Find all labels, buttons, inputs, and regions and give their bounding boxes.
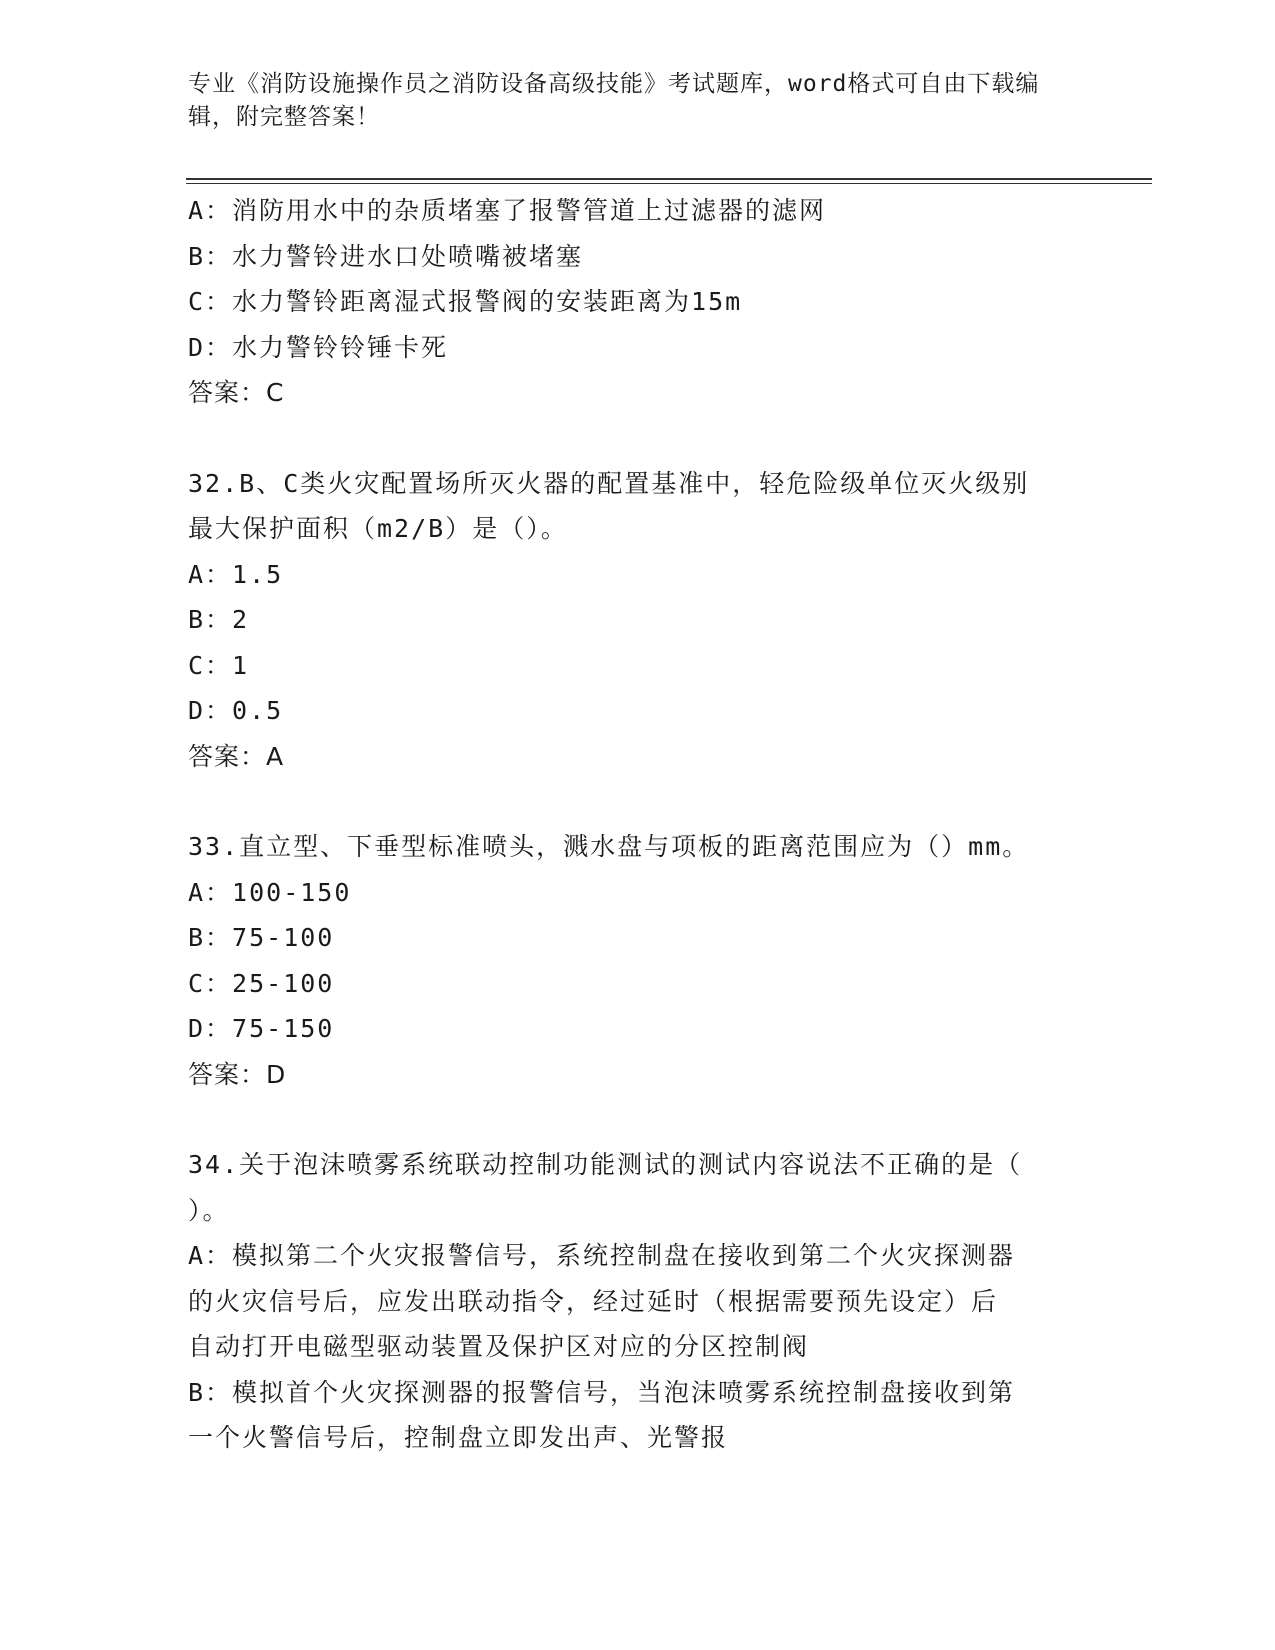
option-c: C：水力警铃距离湿式报警阀的安装距离为15m [188, 287, 743, 316]
option-b: B：2 [188, 605, 250, 634]
question-stem-line: ）。 [188, 1195, 230, 1225]
option-c: C：25-100 [188, 968, 335, 998]
question-stem-line: 33.直立型、下垂型标准喷头，溅水盘与项板的距离范围应为（）mm。 [188, 832, 1030, 861]
header-divider-thin [186, 183, 1152, 184]
spacer [188, 779, 1088, 824]
option-d: D：75-150 [188, 1014, 335, 1043]
question-34 [188, 1142, 1088, 1461]
option-a: A：消防用水中的杂质堵塞了报警管道上过滤器的滤网 [188, 196, 827, 225]
option-b: B：水力警铃进水口处喷嘴被堵塞 [188, 241, 584, 271]
option-b: B：75-100 [188, 923, 335, 952]
header-line-1: 专业《消防设施操作员之消防设备高级技能》考试题库，word格式可自由下载编 [188, 71, 1040, 97]
question-31 [188, 188, 1088, 416]
option-a: A：1.5 [188, 559, 284, 589]
document-header [188, 68, 1068, 134]
option-c: C：1 [188, 650, 250, 680]
header-line-2: 辑，附完整答案！ [188, 104, 380, 130]
question-33 [188, 824, 1088, 1097]
option-b-line: 一个火警信号后，控制盘立即发出声、光警报 [188, 1423, 729, 1452]
option-a-line: 自动打开电磁型驱动装置及保护区对应的分区控制阀 [188, 1332, 810, 1361]
option-a-line: A：模拟第二个火灾报警信号，系统控制盘在接收到第二个火灾探测器 [188, 1241, 1016, 1270]
option-d: D：0.5 [188, 696, 284, 725]
answer: 答案：A [188, 741, 285, 771]
option-a-line: 的火灾信号后，应发出联动指令，经过延时（根据需要预先设定）后 [188, 1286, 999, 1316]
option-d: D：水力警铃铃锤卡死 [188, 332, 449, 362]
option-a: A：100-150 [188, 877, 352, 907]
option-b-line: B：模拟首个火灾探测器的报警信号，当泡沫喷雾系统控制盘接收到第 [188, 1377, 1016, 1407]
answer: 答案：D [188, 1059, 287, 1089]
question-stem-line: 32.B、C类火灾配置场所灭火器的配置基准中，轻危险级单位灭火级别 [188, 468, 1030, 498]
header-divider-thick [186, 178, 1152, 180]
answer: 答案：C [188, 378, 285, 407]
question-stem-line: 34.关于泡沫喷雾系统联动控制功能测试的测试内容说法不正确的是（ [188, 1150, 1023, 1179]
question-32 [188, 461, 1088, 780]
question-content [188, 188, 1088, 1461]
spacer [188, 416, 1088, 461]
question-stem-line: 最大保护面积（m2/B）是（）。 [188, 514, 568, 543]
spacer [188, 1097, 1088, 1142]
